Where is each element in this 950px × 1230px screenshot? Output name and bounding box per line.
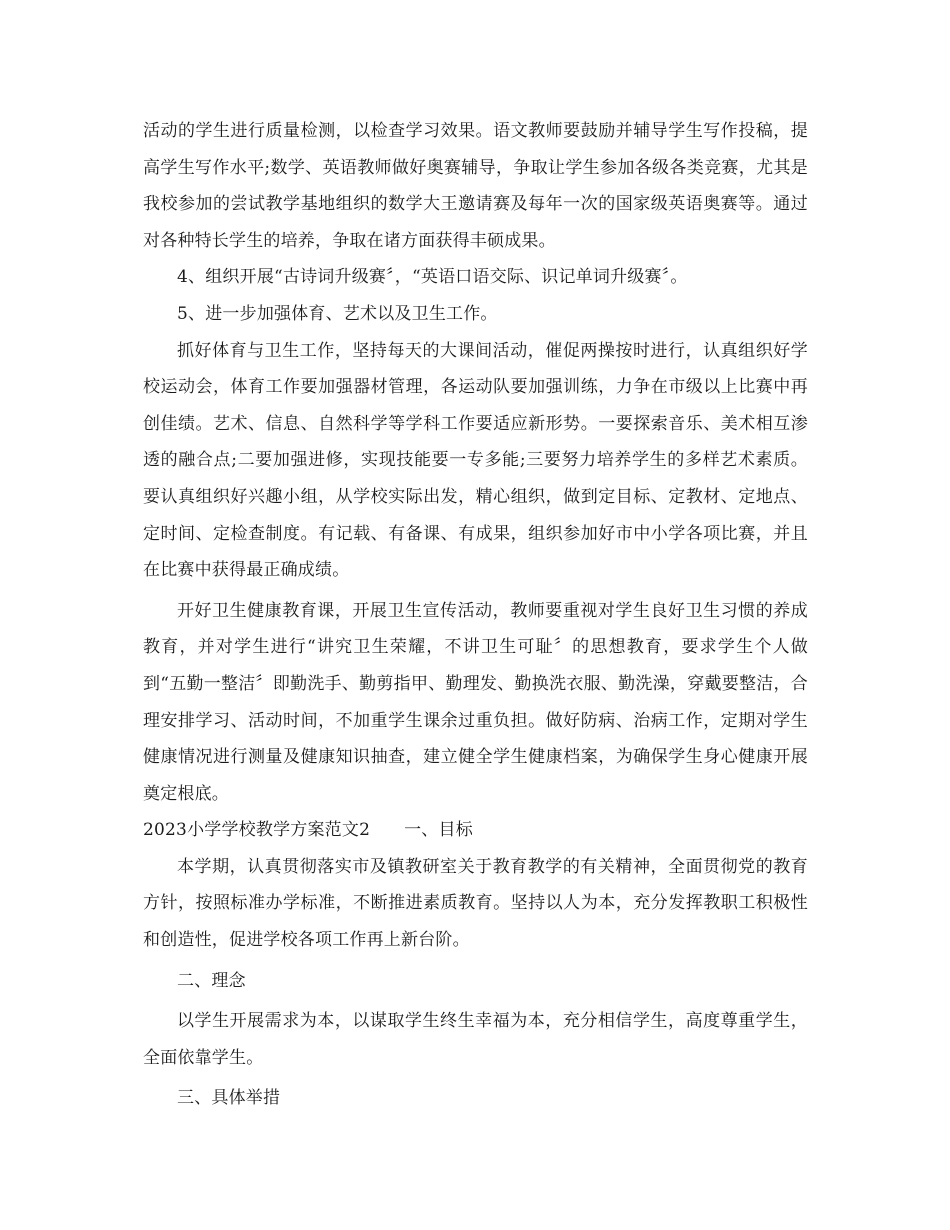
heading-concept: 二、理念	[177, 970, 246, 991]
paragraph-item-4: 4、组织开展“古诗词升级赛〞，“英语口语交际、识记单词升级赛〞。	[177, 267, 688, 288]
section-title: 2023小学学校教学方案范文2	[143, 820, 371, 841]
heading-measures: 三、具体举措	[177, 1088, 281, 1109]
section-heading-line	[143, 812, 808, 849]
document-body	[143, 113, 808, 1117]
paragraph-quality-check: 活动的学生进行质量检测，以检查学习效果。语文教师要鼓励并辅导学生写作投稿，提高学生写作水平;数学、英语教师做好奥赛辅导，争取让学生参加各级各类竞赛，尤其是我校参加的尝试教学基地组织的数学大王邀请赛及每年一次的国家级英语奥赛等。通过对各种特长学生的培养，争取在诸方面获得丰硕成果。	[143, 121, 808, 251]
section-first-heading: 一、目标	[404, 820, 473, 841]
paragraph-hygiene-education: 开好卫生健康教育课，开展卫生宣传活动，教师要重视对学生良好卫生习惯的养成教育，并对学生进行“讲究卫生荣耀，不讲卫生可耻〞的思想教育，要求学生个人做到“五勤一整洁〞即勤洗手、勤剪指甲、勤理发、勤换洗衣服、勤洗澡，穿戴要整洁，合理安排学习、活动时间，不加重学生课余过重负担。做好防病、治病工作，定期对学生健康情况进行测量及健康知识抽查，建立健全学生健康档案，为确保学生身心健康开展奠定根底。	[143, 600, 808, 804]
paragraph-sports-health: 抓好体育与卫生工作，坚持每天的大课间活动，催促两操按时进行，认真组织好学校运动会，体育工作要加强器材管理，各运动队要加强训练，力争在市级以上比赛中再创佳绩。艺术、信息、自然科学等学科工作要适应新形势。一要探索音乐、美术相互渗透的融合点;二要加强进修，实现技能要一专多能;三要努力培养学生的多样艺术素质。要认真组织好兴趣小组，从学校实际出发，精心组织，做到定目标、定教材、定地点、定时间、定检查制度。有记载、有备课、有成果，组织参加好市中小学各项比赛，并且在比赛中获得最正确成绩。	[143, 340, 808, 581]
paragraph-item-5: 5、进一步加强体育、艺术以及卫生工作。	[177, 303, 498, 324]
paragraph-semester-goal: 本学期，认真贯彻落实市及镇教研室关于教育教学的有关精神，全面贯彻党的教育方针，按照标准办学标准，不断推进素质教育。坚持以人为本，充分发挥教职工积极性和创造性，促进学校各项工作再上新台阶。	[143, 856, 808, 951]
paragraph-concept: 以学生开展需求为本，以谋取学生终生幸福为本，充分相信学生，高度尊重学生，全面依靠学生。	[143, 1011, 808, 1068]
